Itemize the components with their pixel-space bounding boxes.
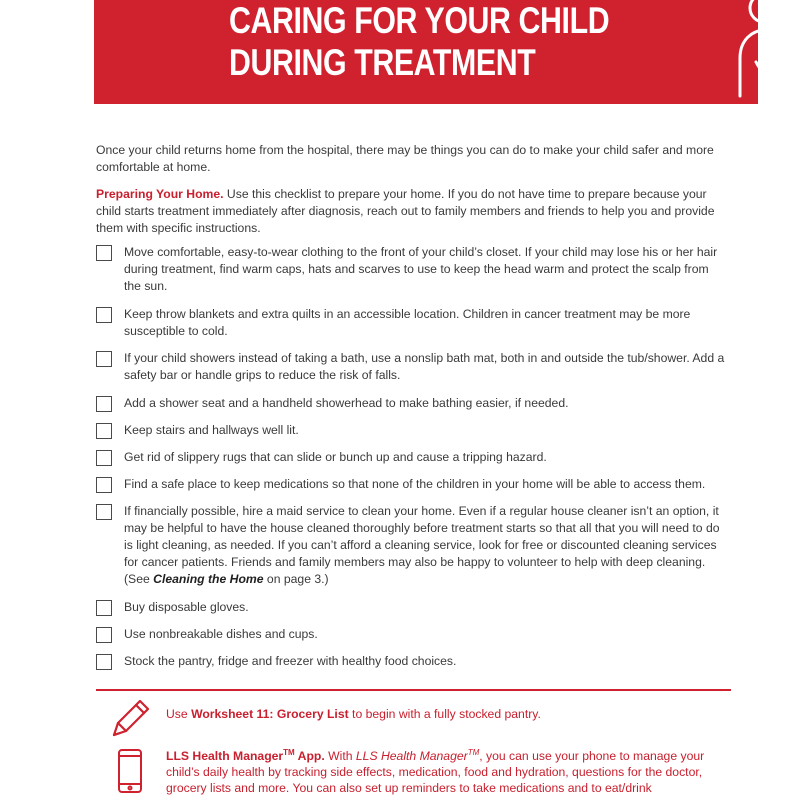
worksheet-post: to begin with a fully stocked pantry.: [348, 707, 541, 721]
checklist-item-text: Add a shower seat and a handheld showerhead to make bathing easier, if needed.: [124, 396, 569, 410]
cleaning-item-after: on page 3.): [263, 572, 329, 586]
checklist-item: [96, 449, 736, 466]
checklist-item: [96, 350, 736, 384]
health-manager-tip: [166, 748, 726, 796]
checklist-item: [96, 476, 736, 493]
section-divider: [96, 689, 731, 691]
checklist-item: [96, 395, 736, 412]
checkbox[interactable]: [96, 654, 112, 670]
checkbox[interactable]: [96, 351, 112, 367]
preparing-heading: Preparing Your Home.: [96, 187, 224, 201]
page-title: [229, 0, 610, 84]
checklist-item: [96, 599, 736, 616]
checkbox[interactable]: [96, 600, 112, 616]
checklist-item-text: Buy disposable gloves.: [124, 600, 249, 614]
app-title: LLS Health Manager™ App.: [166, 747, 325, 763]
worksheet-tip: [166, 706, 726, 723]
worksheet-pre: Use: [166, 707, 192, 721]
checklist-item: [96, 422, 736, 439]
parent-holding-child-icon: [726, 0, 800, 98]
checklist-item: [96, 244, 736, 295]
header-banner: [94, 0, 758, 104]
checkbox[interactable]: [96, 396, 112, 412]
checkbox[interactable]: [96, 627, 112, 643]
checkbox[interactable]: [96, 504, 112, 520]
checkbox[interactable]: [96, 307, 112, 323]
checklist-item-text: Stock the pantry, fridge and freezer with healthy food choices.: [124, 654, 457, 668]
checklist-item-text: Find a safe place to keep medications so that none of the children in your home will be able to access them.: [124, 477, 706, 491]
checklist-item: [96, 503, 736, 588]
smartphone-icon: [117, 748, 143, 794]
checkbox[interactable]: [96, 423, 112, 439]
preparing-body: Use this checklist to prepare your home. If you do not have time to prepare because your child starts treatment immediately after diagnosis, reach out to family members and friends to help you and provide them with specific instructions.: [96, 187, 715, 235]
checklist-item: [96, 306, 736, 340]
title-line-1: CARING FOR YOUR CHILD: [229, 0, 610, 41]
checkbox[interactable]: [96, 450, 112, 466]
app-name-italic: LLS Health Manager™: [355, 747, 480, 763]
cleaning-item-body: If financially possible, hire a maid service to clean your home. Even if a regular house cleaner isn’t an option, it may be helpful to have the house cleaned thoroughly before treatment starts so that all that you will need to do is light cleaning, as needed. If you can’t afford a cleaning service, look for free or discounted cleaning services for cancer patients. Friends and family members may also be happy to volunteer to help with deep cleaning. (See: [124, 504, 720, 586]
checklist-item-text: Move comfortable, easy-to-wear clothing to the front of your child’s closet. If your child may lose his or her hair during treatment, find warm caps, hats and scarves to use to keep the head warm and protect the scalp from the sun.: [124, 245, 718, 293]
preparing-paragraph: [96, 186, 726, 237]
checklist-item-text: Get rid of slippery rugs that can slide or bunch up and cause a tripping hazard.: [124, 450, 547, 464]
checklist-item-text: Keep throw blankets and extra quilts in an accessible location. Children in cancer treatment may be more susceptible to cold.: [124, 307, 691, 338]
checklist-item-text: [124, 503, 728, 588]
checkbox[interactable]: [96, 477, 112, 493]
intro-paragraph: Once your child returns home from the hospital, there may be things you can do to make your child safer and more comfortable at home.: [96, 143, 714, 174]
checkbox[interactable]: [96, 245, 112, 261]
title-line-2: DURING TREATMENT: [229, 42, 536, 83]
checklist-item-text: Keep stairs and hallways well lit.: [124, 423, 299, 437]
checklist-item-text: If your child showers instead of taking a bath, use a nonslip bath mat, both in and outside the tub/shower. Add a safety bar or handle grips to reduce the risk of falls.: [124, 351, 725, 382]
checklist-item: [96, 626, 736, 643]
checklist-item-text: Use nonbreakable dishes and cups.: [124, 627, 318, 641]
checklist-item: [96, 653, 736, 670]
app-pre: With: [324, 749, 356, 763]
app-body: , you can use your phone to manage your child’s daily health by tracking side effects, medication, food and hydration, questions for the doctor, grocery lists and more. You can also set up reminders to take medications and to eat/drink: [166, 749, 705, 795]
cleaning-home-reference: Cleaning the Home: [153, 572, 264, 586]
pencil-icon: [108, 695, 150, 741]
worksheet-link[interactable]: Worksheet 11: Grocery List: [191, 707, 349, 721]
